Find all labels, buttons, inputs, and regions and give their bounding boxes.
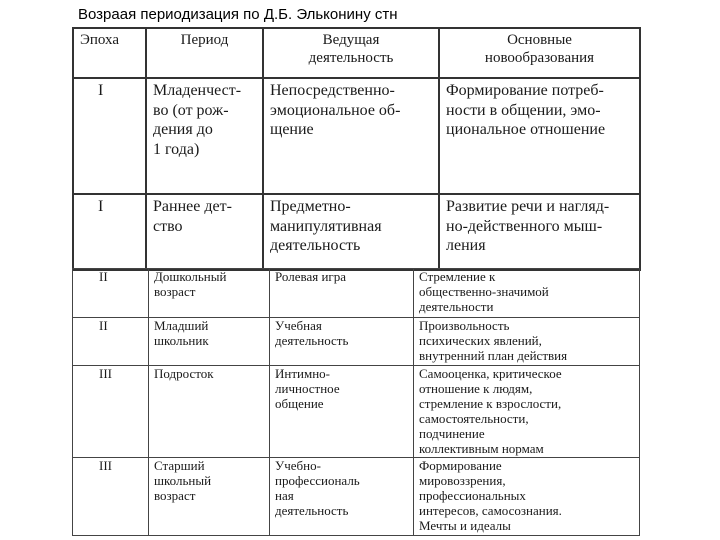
cell-formations: Формирование потреб- ности в общении, эмо- циональное отношение (439, 78, 640, 194)
cell-formations: Стремление к общественно-значимой деятельности (414, 269, 640, 318)
cell-period: Дошкольный возраст (149, 269, 270, 318)
cell-activity: Учебно- профессиональ ная деятельность (270, 458, 414, 536)
periodization-table-bottom (72, 268, 640, 536)
table-row (73, 458, 640, 536)
cell-epoch: II (73, 269, 149, 318)
periodization-table-top (72, 27, 641, 271)
cell-formations: Формирование мировоззрения, профессиональных интересов, самосознания. Мечты и идеалы (414, 458, 640, 536)
cell-activity: Учебная деятельность (270, 318, 414, 366)
cell-formations: Самооценка, критическое отношение к людям, стремление к взрослости, самостоятельности, подчинение коллективным нормам (414, 365, 640, 458)
header-epoch: Эпоха (73, 28, 146, 78)
table-row (73, 318, 640, 366)
cell-epoch: I (73, 78, 146, 194)
header-formations: Основные новообразования (439, 28, 640, 78)
cell-epoch: III (73, 365, 149, 458)
cell-activity: Непосредственно- эмоциональное об- щение (263, 78, 439, 194)
cell-formations: Развитие речи и нагляд- но-действенного мыш- ления (439, 194, 640, 270)
table-row (73, 269, 640, 318)
cell-epoch: III (73, 458, 149, 536)
cell-period: Раннее дет- ство (146, 194, 263, 270)
cell-activity: Предметно- манипулятивная деятельность (263, 194, 439, 270)
header-activity: Ведущая деятельность (263, 28, 439, 78)
cell-epoch: I (73, 194, 146, 270)
table-row (73, 365, 640, 458)
table-row (73, 194, 640, 270)
cell-formations: Произвольность психических явлений, внутренний план действия (414, 318, 640, 366)
cell-period: Младший школьник (149, 318, 270, 366)
cell-activity: Ролевая игра (270, 269, 414, 318)
cell-epoch: II (73, 318, 149, 366)
table-row (73, 78, 640, 194)
header-period: Период (146, 28, 263, 78)
header-row (73, 28, 640, 78)
cell-period: Подросток (149, 365, 270, 458)
cell-activity: Интимно- личностное общение (270, 365, 414, 458)
cell-period: Младенчест- во (от рож- дения до 1 года) (146, 78, 263, 194)
page-title: Возраая периодизация по Д.Б. Эльконину стн (78, 6, 398, 23)
cell-period: Старший школьный возраст (149, 458, 270, 536)
